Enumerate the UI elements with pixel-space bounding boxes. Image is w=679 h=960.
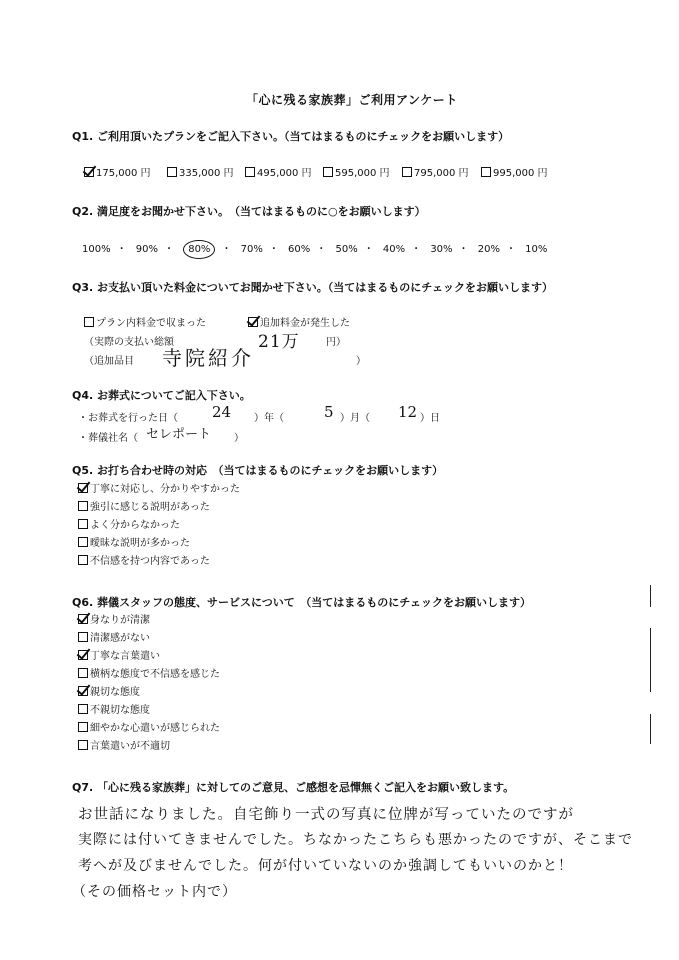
q1-option-175000[interactable]: 175,000 円 xyxy=(84,164,151,179)
q6-option-unkind[interactable]: 不親切な態度 xyxy=(78,701,150,716)
q4-day-unit: ）日 xyxy=(420,413,440,424)
q5-option-ambiguous[interactable]: 曖昧な説明が多かった xyxy=(78,534,190,549)
scale-40[interactable]: 40% xyxy=(382,244,406,255)
q1-option-595000[interactable]: 595,000 円 xyxy=(323,164,390,179)
q4-month-unit: ）月（ xyxy=(340,413,370,424)
q7-comment-line-1: お世話になりました。自宅飾り一式の写真に位牌が写っていたのですが xyxy=(78,807,574,823)
checkbox-icon[interactable] xyxy=(245,167,255,177)
q5-option-polite[interactable]: 丁寧に対応し、分かりやすかった xyxy=(78,480,240,495)
q1-option-995000[interactable]: 995,000 円 xyxy=(481,164,548,179)
checkbox-icon[interactable] xyxy=(78,686,88,696)
q4-day-value[interactable]: 12 xyxy=(398,403,418,421)
checkbox-icon[interactable] xyxy=(78,501,88,511)
q3-additional-items-label: （追加品目 xyxy=(84,356,134,367)
checkbox-icon[interactable] xyxy=(84,317,94,327)
q6-option-inappropriate-language[interactable]: 言葉遣いが不適切 xyxy=(78,737,170,752)
checkbox-icon[interactable] xyxy=(167,167,177,177)
checkbox-icon[interactable] xyxy=(78,704,88,714)
q3-option-additional[interactable]: 追加料金が発生した xyxy=(248,314,350,329)
scan-mark xyxy=(650,628,651,692)
q3-actual-total-unit: 円） xyxy=(326,337,346,348)
scale-50[interactable]: 50% xyxy=(335,244,358,255)
q4-label: Q4. お葬式についてご記入下さい。 xyxy=(72,389,251,402)
scale-20[interactable]: 20% xyxy=(477,244,500,255)
q7-comment-line-3: 考へが及びませんでした。何が付いていないのか強調してもいいのかと！ xyxy=(78,858,573,874)
q4-month-value[interactable]: 5 xyxy=(324,403,334,421)
checkbox-icon[interactable] xyxy=(78,537,88,547)
q3-actual-total-label: （実際の支払い総額 xyxy=(84,337,174,348)
checkbox-icon[interactable] xyxy=(402,167,412,177)
checkbox-icon[interactable] xyxy=(78,614,88,624)
q3-additional-items-close: ） xyxy=(356,356,366,367)
checkbox-icon[interactable] xyxy=(78,555,88,565)
q5-option-forceful[interactable]: 強引に感じる説明があった xyxy=(78,498,210,513)
scan-mark xyxy=(650,585,651,607)
q7-comment-line-4: （その価格セット内で） xyxy=(72,884,237,900)
q6-option-polite-language[interactable]: 丁寧な言葉遣い xyxy=(78,647,160,662)
q6-option-kind[interactable]: 親切な態度 xyxy=(78,683,140,698)
checkbox-icon[interactable] xyxy=(78,722,88,732)
q6-option-unclean[interactable]: 清潔感がない xyxy=(78,629,150,644)
q4-year-value[interactable]: 24 xyxy=(212,403,232,421)
scale-60[interactable]: 60% xyxy=(288,244,311,255)
q6-label: Q6. 葬儀スタッフの態度、サービスについて （当てはまるものにチェックをお願いします） xyxy=(72,596,531,609)
page-title: 「心に残る家族葬」ご利用アンケート xyxy=(246,93,458,107)
q5-option-unclear[interactable]: よく分からなかった xyxy=(78,516,180,531)
q1-label: Q1. ご利用頂いたプランをご記入下さい。（当てはまるものにチェックをお願いします） xyxy=(72,130,510,143)
q4-year-unit: ）年（ xyxy=(254,413,284,424)
checkbox-icon[interactable] xyxy=(323,167,333,177)
scale-80-circled[interactable]: 80% xyxy=(183,240,215,259)
scale-10[interactable]: 10% xyxy=(525,244,548,255)
q1-option-795000[interactable]: 795,000 円 xyxy=(402,164,469,179)
q3-option-within-plan[interactable]: プラン内料金で収まった xyxy=(84,314,206,329)
q2-label: Q2. 満足度をお聞かせ下さい。 （当てはまるものに○をお願いします） xyxy=(72,205,426,218)
q6-option-arrogant[interactable]: 横柄な態度で不信感を感じた xyxy=(78,665,220,680)
checkbox-icon[interactable] xyxy=(78,740,88,750)
q5-label: Q5. お打ち合わせ時の対応 （当てはまるものにチェックをお願いします） xyxy=(72,464,444,477)
q3-actual-total-value[interactable]: 21万 xyxy=(258,332,300,352)
scale-70[interactable]: 70% xyxy=(240,244,263,255)
checkbox-icon[interactable] xyxy=(78,519,88,529)
q3-additional-items-value[interactable]: 寺院紹介 xyxy=(162,346,254,370)
checkbox-icon[interactable] xyxy=(78,668,88,678)
q4-company-close: ） xyxy=(234,433,244,444)
q4-date-label: ・お葬式を行った日（ xyxy=(78,413,178,424)
scan-mark xyxy=(650,714,651,744)
q6-option-clean-appearance[interactable]: 身なりが清潔 xyxy=(78,611,150,626)
checkbox-icon[interactable] xyxy=(84,167,94,177)
q1-option-335000[interactable]: 335,000 円 xyxy=(167,164,234,179)
q4-company-label: ・葬儀社名（ xyxy=(78,433,138,444)
q2-satisfaction-scale: 100% ・ 90% ・ 80% ・ 70% ・ 60% ・ 50% ・ 40% ・ 30% ・ 20% ・ 10% xyxy=(82,240,553,255)
q7-label: Q7. 「心に残る家族葬」に対してのご意見、ご感想を忌憚無くご記入をお願い致します。 xyxy=(72,781,515,794)
q5-option-distrust[interactable]: 不信感を持つ内容であった xyxy=(78,552,210,567)
checkbox-icon[interactable] xyxy=(481,167,491,177)
scale-100[interactable]: 100% xyxy=(82,244,111,255)
checkbox-icon[interactable] xyxy=(78,632,88,642)
checkbox-icon[interactable] xyxy=(78,483,88,493)
checkbox-icon[interactable] xyxy=(248,317,258,327)
q4-company-value[interactable]: セレポート xyxy=(146,427,212,442)
q1-option-495000[interactable]: 495,000 円 xyxy=(245,164,312,179)
scale-90[interactable]: 90% xyxy=(135,244,159,255)
q7-comment-line-2: 実際には付いてきませんでした。ちなかったこちらも悪かったのですが、そこまで xyxy=(78,832,633,848)
checkbox-icon[interactable] xyxy=(78,650,88,660)
scale-30[interactable]: 30% xyxy=(430,244,453,255)
q3-label: Q3. お支払い頂いた料金についてお聞かせ下さい。（当てはまるものにチェックをお願いします） xyxy=(72,281,553,294)
q6-option-attentive[interactable]: 細やかな心遣いが感じられた xyxy=(78,719,220,734)
